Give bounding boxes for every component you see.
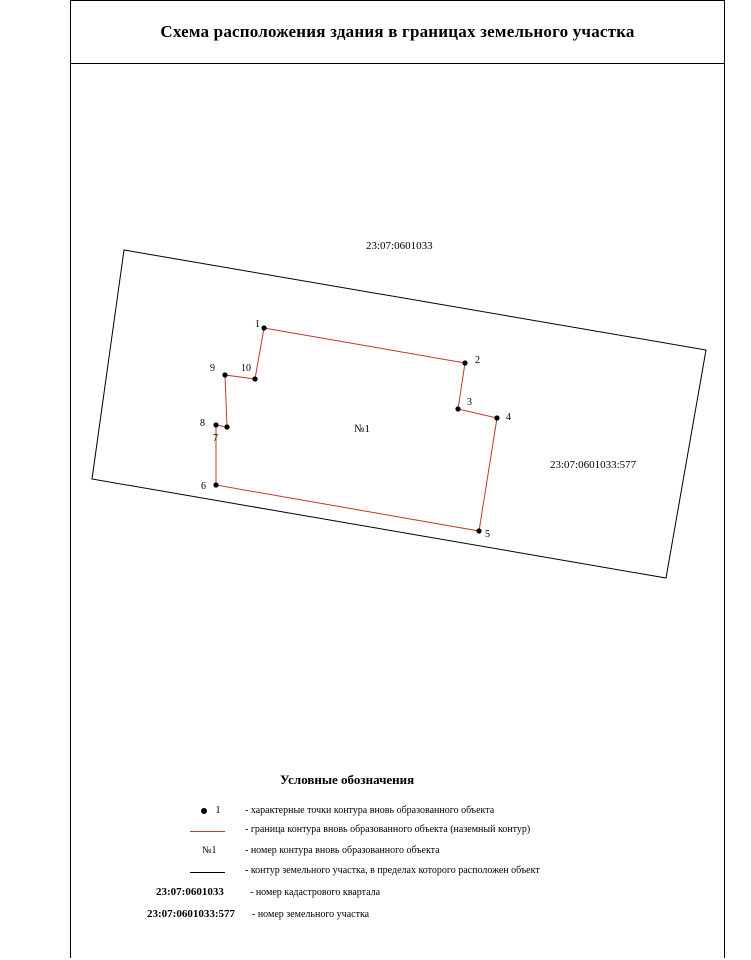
point-label-1: 1 bbox=[255, 319, 260, 330]
legend-item-text: - контур земельного участка, в пределах которого расположен объект bbox=[245, 865, 540, 876]
point-8 bbox=[213, 422, 218, 427]
point-label-9: 9 bbox=[210, 363, 215, 374]
point-label-2: 2 bbox=[475, 355, 480, 366]
contour-number-label: №1 bbox=[354, 423, 370, 435]
point-9 bbox=[222, 372, 227, 377]
point-label-6: 6 bbox=[201, 481, 206, 492]
point-2 bbox=[462, 360, 467, 365]
legend-item-text: - характерные точки контура вновь образованного объекта bbox=[245, 805, 495, 816]
quarter-label: 23:07:0601033 bbox=[366, 240, 433, 252]
parcel-boundary bbox=[92, 250, 706, 578]
point-7 bbox=[224, 424, 229, 429]
legend-parcel-symbol: 23:07:0601033:577 bbox=[147, 908, 235, 920]
legend-item-text: - номер контура вновь образованного объекта bbox=[245, 845, 440, 856]
legend-contour-number: №1 bbox=[202, 845, 217, 856]
point-label-4: 4 bbox=[506, 412, 511, 423]
point-5 bbox=[476, 528, 481, 533]
point-label-10: 10 bbox=[241, 363, 251, 374]
point-4 bbox=[494, 415, 499, 420]
parcel-label: 23:07:0601033:577 bbox=[550, 459, 637, 471]
legend-point-number: 1 bbox=[215, 805, 221, 816]
legend-quarter-symbol: 23:07:0601033 bbox=[156, 886, 224, 898]
page-title: Схема расположения здания в границах земельного участка bbox=[160, 22, 635, 41]
legend-title: Условные обозначения bbox=[280, 772, 415, 787]
legend-item-text: - номер земельного участка bbox=[252, 909, 370, 920]
legend-item-text: - номер кадастрового квартала bbox=[250, 887, 381, 898]
point-1 bbox=[261, 325, 266, 330]
point-label-7: 7 bbox=[213, 433, 218, 444]
point-label-8: 8 bbox=[200, 418, 205, 429]
legend-item-text: - граница контура вновь образованного объекта (наземный контур) bbox=[245, 824, 531, 835]
point-6 bbox=[213, 482, 218, 487]
point-label-3: 3 bbox=[467, 397, 472, 408]
point-10 bbox=[252, 376, 257, 381]
point-3 bbox=[455, 406, 460, 411]
point-label-5: 5 bbox=[485, 529, 490, 540]
